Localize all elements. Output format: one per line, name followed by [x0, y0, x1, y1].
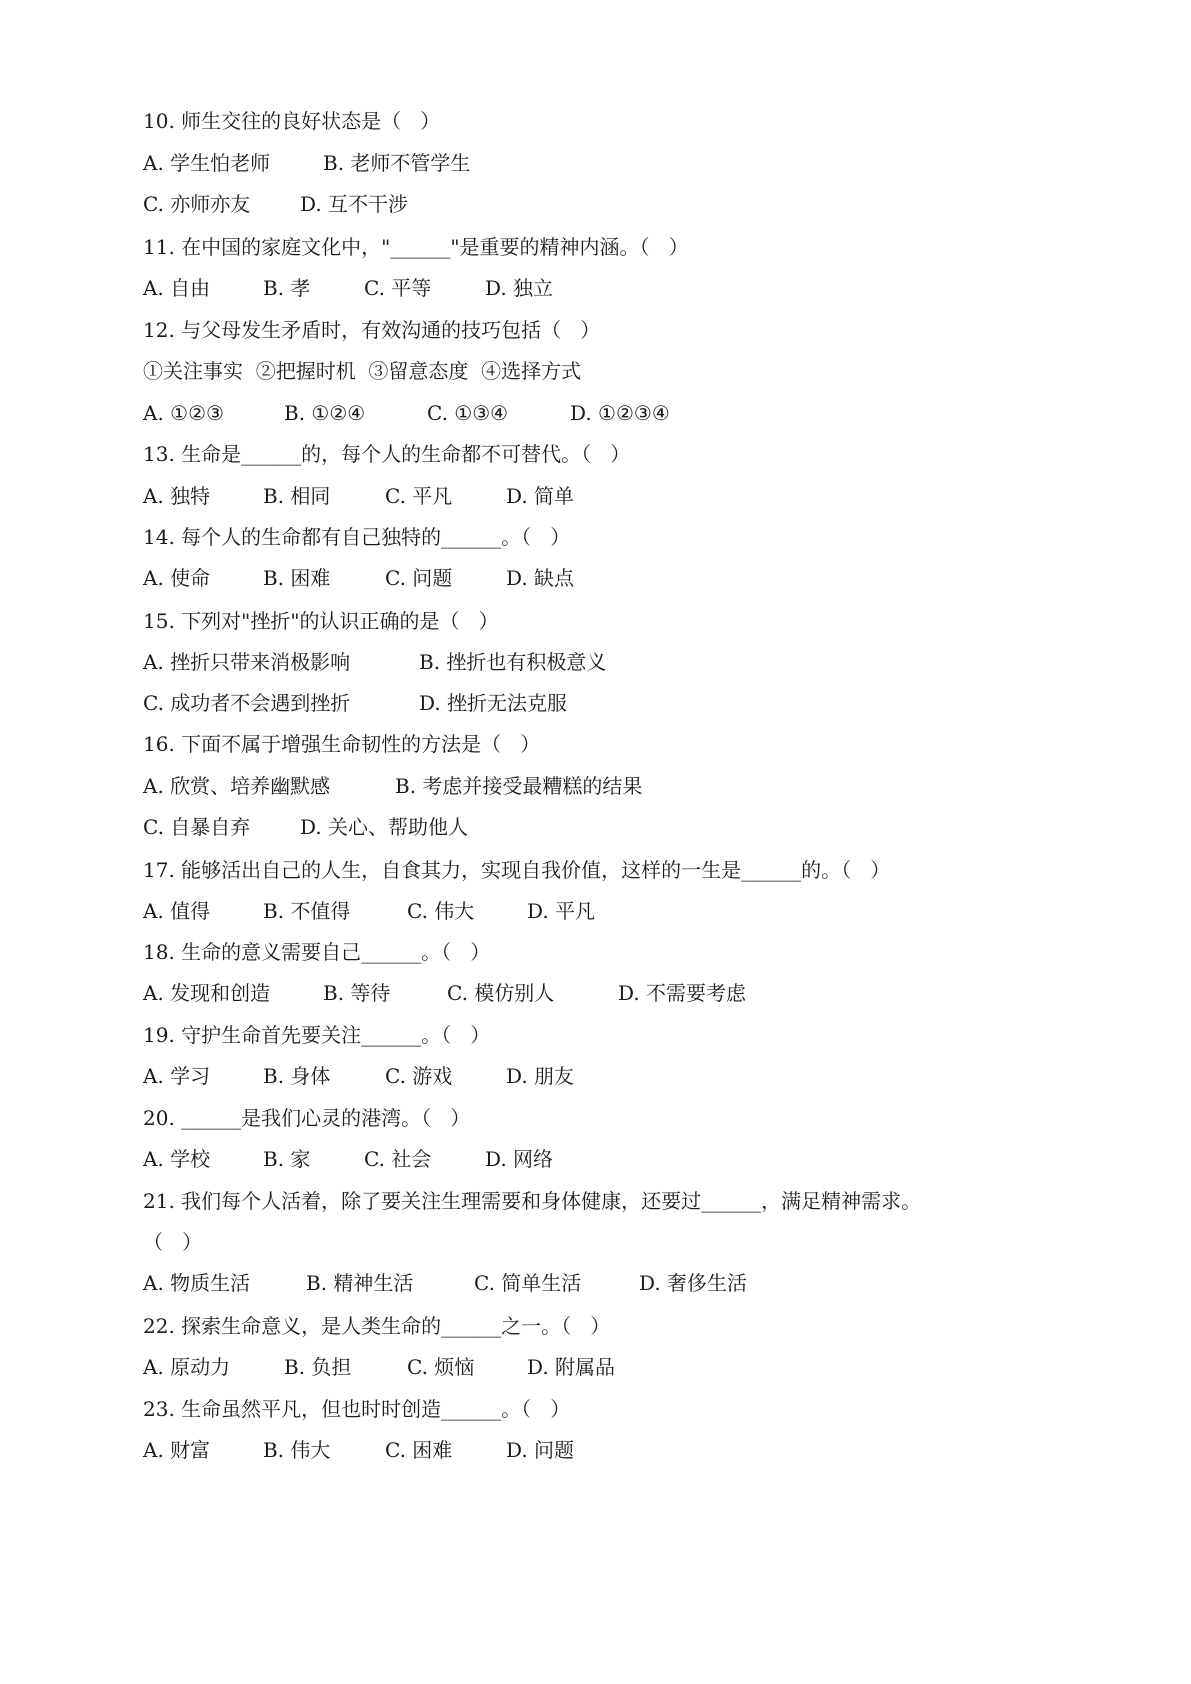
- question-16-stem: 16. 下面不属于增强生命韧性的方法是（ ）: [143, 732, 541, 756]
- question-20-stem: 20. ______是我们心灵的港湾。（ ）: [143, 1106, 471, 1130]
- option-b: B. 相同: [263, 484, 331, 508]
- option-c: C. 社会: [364, 1147, 432, 1171]
- option-b: B. 等待: [323, 981, 391, 1005]
- question-18-stem: 18. 生命的意义需要自己______。（ ）: [143, 940, 491, 964]
- option-d: D. 关心、帮助他人: [300, 815, 469, 839]
- option-c: C. 模仿别人: [447, 981, 555, 1005]
- option-b: B. ①②④: [284, 401, 366, 425]
- option-c: C. 平等: [364, 276, 432, 300]
- option-d: D. 独立: [485, 276, 554, 300]
- question-23-options: [143, 1433, 575, 1467]
- option-d: D. ①②③④: [570, 401, 670, 425]
- option-a: A. 独特: [143, 484, 211, 508]
- question-12-items: ①关注事实 ②把握时机 ③留意态度 ④选择方式: [143, 359, 582, 383]
- option-d: D. 平凡: [527, 899, 596, 923]
- question-21-stem-continued: （ ）: [143, 1230, 203, 1254]
- option-a: A. 物质生活: [143, 1271, 251, 1295]
- option-d: D. 问题: [506, 1438, 575, 1462]
- option-b: B. 考虑并接受最糟糕的结果: [395, 774, 643, 798]
- question-19-options: [143, 1059, 575, 1093]
- option-d: D. 网络: [485, 1147, 554, 1171]
- question-12-options: [143, 396, 670, 430]
- option-b: B. 老师不管学生: [323, 151, 471, 175]
- option-c: C. 平凡: [385, 484, 453, 508]
- option-a: A. 值得: [143, 899, 211, 923]
- option-c: C. 游戏: [385, 1064, 453, 1088]
- question-14-options: [143, 561, 575, 595]
- option-c: C. 成功者不会遇到挫折: [143, 691, 351, 715]
- option-d: D. 附属品: [527, 1355, 616, 1379]
- question-12-stem: 12. 与父母发生矛盾时，有效沟通的技巧包括（ ）: [143, 318, 601, 342]
- option-b: B. 负担: [284, 1355, 352, 1379]
- question-21-stem: 21. 我们每个人活着，除了要关注生理需要和身体健康，还要过______，满足精神需求。: [143, 1189, 922, 1213]
- option-b: B. 精神生活: [306, 1271, 414, 1295]
- option-c: C. 问题: [385, 566, 453, 590]
- option-a: A. 使命: [143, 566, 211, 590]
- option-b: B. 挫折也有积极意义: [419, 650, 607, 674]
- option-d: D. 不需要考虑: [618, 981, 747, 1005]
- option-a: A. 挫折只带来消极影响: [143, 650, 351, 674]
- question-15-options-row-2: [143, 686, 568, 720]
- question-21-options: [143, 1266, 748, 1300]
- question-14-stem: 14. 每个人的生命都有自己独特的______。（ ）: [143, 525, 571, 549]
- option-c: C. 伟大: [407, 899, 475, 923]
- option-b: B. 身体: [263, 1064, 331, 1088]
- option-a: A. 学校: [143, 1147, 211, 1171]
- option-a: A. 发现和创造: [143, 981, 271, 1005]
- question-16-options-row-2: [143, 810, 469, 844]
- option-a: A. 学习: [143, 1064, 211, 1088]
- question-10-stem: 10. 师生交往的良好状态是（ ）: [143, 109, 441, 133]
- option-b: B. 伟大: [263, 1438, 331, 1462]
- question-10-options-row-2: [143, 187, 409, 221]
- question-11-options: [143, 271, 554, 305]
- question-23-stem: 23. 生命虽然平凡，但也时时创造______。（ ）: [143, 1397, 571, 1421]
- question-20-options: [143, 1142, 554, 1176]
- option-c: C. 简单生活: [474, 1271, 582, 1295]
- option-a: A. ①②③: [143, 401, 224, 425]
- question-15-stem: 15. 下列对"挫折"的认识正确的是（ ）: [143, 609, 499, 633]
- option-a: A. 自由: [143, 276, 211, 300]
- option-c: C. 亦师亦友: [143, 192, 251, 216]
- option-d: D. 朋友: [506, 1064, 575, 1088]
- option-d: D. 互不干涉: [300, 192, 409, 216]
- option-d: D. 简单: [506, 484, 575, 508]
- option-c: C. 困难: [385, 1438, 453, 1462]
- option-b: B. 不值得: [263, 899, 351, 923]
- question-15-options-row-1: [143, 645, 607, 679]
- question-22-options: [143, 1350, 616, 1384]
- option-b: B. 家: [263, 1147, 311, 1171]
- option-a: A. 学生怕老师: [143, 151, 271, 175]
- option-a: A. 财富: [143, 1438, 211, 1462]
- option-d: D. 奢侈生活: [639, 1271, 748, 1295]
- option-b: B. 孝: [263, 276, 311, 300]
- option-a: A. 欣赏、培养幽默感: [143, 774, 331, 798]
- question-17-stem: 17. 能够活出自己的人生，自食其力，实现自我价值，这样的一生是______的。（ ）: [143, 858, 891, 882]
- option-c: C. 自暴自弃: [143, 815, 251, 839]
- option-d: D. 挫折无法克服: [419, 691, 568, 715]
- question-10-options-row-1: [143, 146, 471, 180]
- question-11-stem: 11. 在中国的家庭文化中，"______"是重要的精神内涵。（ ）: [143, 235, 689, 259]
- option-b: B. 困难: [263, 566, 331, 590]
- option-c: C. ①③④: [427, 401, 509, 425]
- option-d: D. 缺点: [506, 566, 575, 590]
- question-18-options: [143, 976, 747, 1010]
- question-16-options-row-1: [143, 769, 643, 803]
- question-19-stem: 19. 守护生命首先要关注______。（ ）: [143, 1023, 491, 1047]
- question-17-options: [143, 894, 596, 928]
- option-c: C. 烦恼: [407, 1355, 475, 1379]
- option-a: A. 原动力: [143, 1355, 231, 1379]
- question-13-options: [143, 479, 575, 513]
- question-22-stem: 22. 探索生命意义，是人类生命的______之一。（ ）: [143, 1314, 611, 1338]
- question-13-stem: 13. 生命是______的，每个人的生命都不可替代。（ ）: [143, 442, 631, 466]
